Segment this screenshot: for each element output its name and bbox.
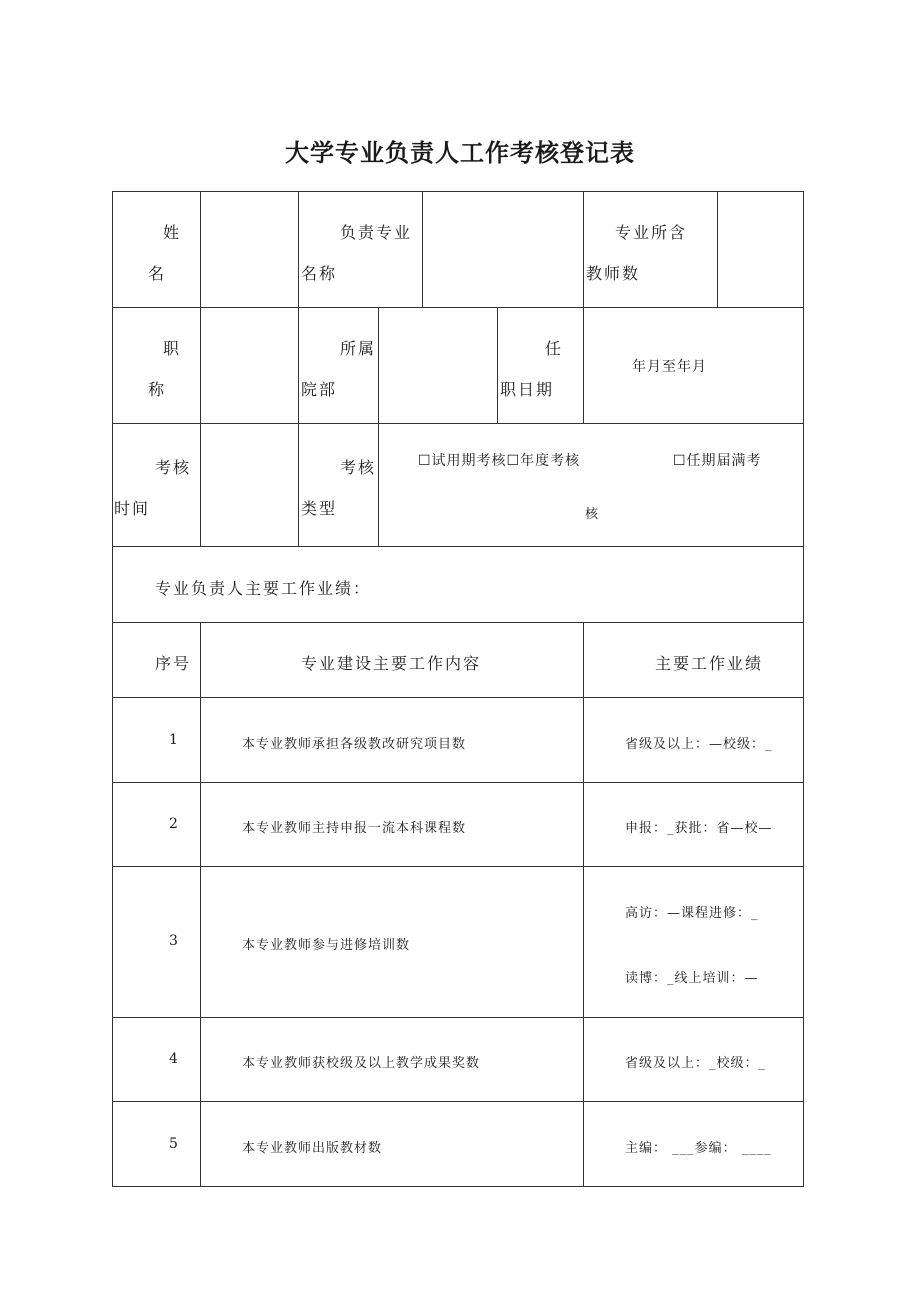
section-title: 专业负责人主要工作业绩：	[155, 579, 372, 598]
col-header-no: 序号	[155, 654, 192, 673]
row-2-content: 本专业教师主持申报一流本科课程数	[242, 821, 467, 836]
col-divider	[583, 622, 584, 1187]
col-divider	[717, 191, 718, 307]
row-2-result: 申报：_获批：省—校—	[625, 821, 773, 836]
major-label-top: 负责专业	[340, 223, 413, 242]
row-3-result-line1: 高访：—课程进修：_	[625, 906, 759, 921]
col-divider	[583, 191, 584, 423]
col-divider	[200, 622, 201, 1187]
dept-label-top: 所属	[340, 339, 377, 358]
row-divider	[112, 546, 804, 547]
assessment-type-options: ☐试用期考核☐年度考核	[418, 453, 581, 469]
row-3-result-line2: 读博：_线上培训：—	[625, 971, 759, 986]
row-divider	[112, 423, 804, 424]
row-2-no: 2	[169, 816, 179, 832]
type-label-top: 考核	[340, 458, 377, 477]
row-1-no: 1	[169, 732, 179, 748]
col-divider	[200, 191, 201, 546]
row-divider	[112, 307, 804, 308]
rank-label-bottom: 称	[148, 380, 167, 399]
row-5-result: 主编： ___参编： ____	[625, 1141, 772, 1156]
row-divider	[112, 782, 804, 783]
dept-label-bottom: 院部	[301, 380, 338, 399]
col-header-content: 专业建设主要工作内容	[301, 654, 482, 673]
row-4-content: 本专业教师获校级及以上教学成果奖数	[242, 1056, 481, 1071]
time-label-bottom: 时间	[114, 499, 151, 518]
name-label-top: 姓	[163, 223, 182, 242]
type-label-bottom: 类型	[301, 499, 338, 518]
tenure-label-top: 任	[545, 339, 564, 358]
time-label-top: 考核	[155, 458, 192, 477]
row-3-no: 3	[169, 933, 179, 949]
rank-label-top: 职	[163, 339, 182, 358]
assessment-type-term-option: ☐任期届满考	[673, 453, 762, 469]
col-divider	[298, 191, 299, 546]
row-5-no: 5	[169, 1136, 179, 1152]
tenure-label-bottom: 职日期	[500, 380, 555, 399]
name-label-bottom: 名	[148, 264, 167, 283]
teachers-label-bottom: 教师数	[586, 264, 641, 283]
row-divider	[112, 866, 804, 867]
row-1-result: 省级及以上：—校级：_	[625, 737, 773, 752]
page-title: 大学专业负责人工作考核登记表	[285, 139, 635, 167]
row-divider	[112, 622, 804, 623]
row-4-no: 4	[169, 1051, 179, 1067]
col-divider	[497, 307, 498, 423]
assessment-type-term-wrap: 核	[585, 507, 600, 522]
major-label-bottom: 名称	[301, 264, 338, 283]
row-1-content: 本专业教师承担各级教改研究项目数	[242, 737, 467, 752]
registration-table	[112, 191, 804, 1187]
teachers-label-top: 专业所含	[615, 223, 688, 242]
row-divider	[112, 1101, 804, 1102]
col-header-result: 主要工作业绩	[655, 654, 764, 673]
tenure-value: 年月至年月	[632, 359, 707, 375]
row-divider	[112, 697, 804, 698]
row-divider	[112, 1017, 804, 1018]
col-divider	[422, 191, 423, 307]
row-3-content: 本专业教师参与进修培训数	[242, 938, 411, 953]
row-4-result: 省级及以上：_校级：_	[625, 1056, 767, 1071]
col-divider	[378, 307, 379, 546]
row-5-content: 本专业教师出版教材数	[242, 1141, 383, 1156]
